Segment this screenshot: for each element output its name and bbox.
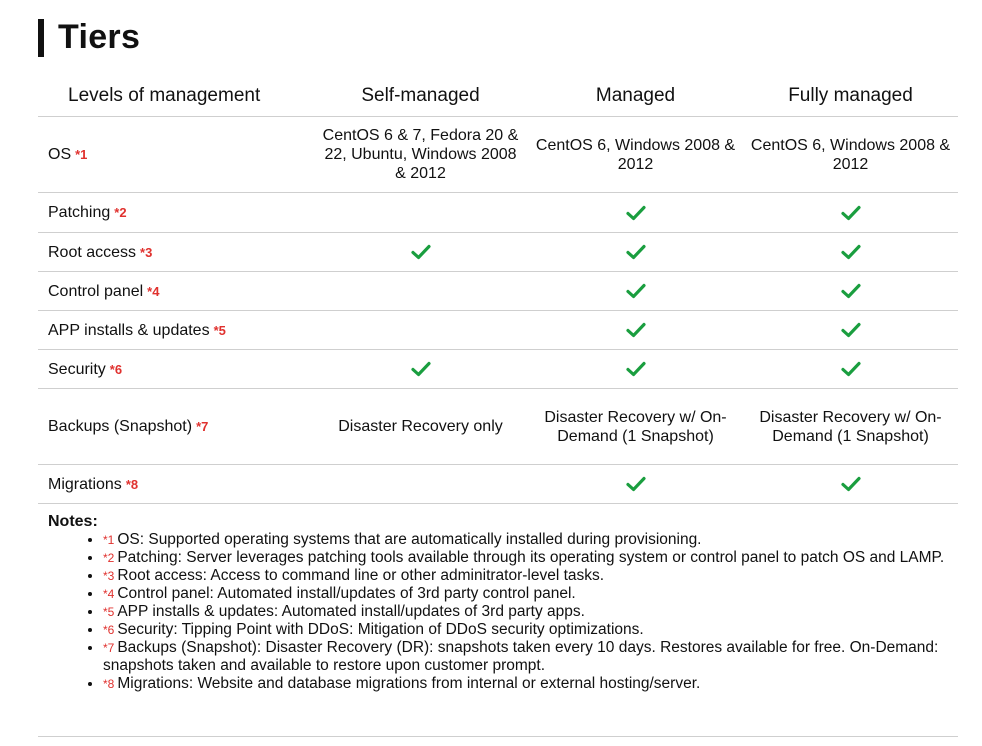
row-label [38, 350, 313, 389]
note-text: Root access: Access to command line or other adminitrator-level tasks. [117, 567, 605, 584]
table-row [38, 117, 958, 193]
row-label [38, 311, 313, 350]
table-header-row [38, 76, 958, 117]
checkmark-icon [626, 361, 646, 377]
title-accent-bar [38, 19, 44, 57]
tier-cell [528, 465, 743, 504]
checkmark-icon [626, 476, 646, 492]
note-item [103, 549, 958, 567]
footnote-ref: *7 [196, 419, 209, 434]
tier-cell [743, 389, 958, 465]
footnote-ref: *5 [213, 322, 226, 338]
row-label [38, 233, 313, 272]
checkmark-icon [626, 244, 646, 260]
tier-cell [313, 389, 528, 465]
tier-cell [528, 350, 743, 389]
tier-cell [743, 350, 958, 389]
table-row [38, 389, 958, 465]
tiers-table [38, 76, 958, 504]
note-item [103, 621, 958, 639]
note-item [103, 567, 958, 585]
note-ref: *6 [103, 623, 115, 637]
note-text: Control panel: Automated install/updates of 3rd party control panel. [117, 585, 576, 602]
checkmark-icon [626, 205, 646, 221]
row-label-text: Control panel [48, 282, 144, 300]
table-row [38, 350, 958, 389]
tier-cell [528, 193, 743, 233]
notes-title: Notes: [48, 513, 98, 530]
row-label [38, 465, 313, 504]
row-label-text: Backups (Snapshot) [48, 418, 193, 435]
tier-cell [313, 272, 528, 311]
tier-cell [743, 272, 958, 311]
row-label [38, 193, 313, 233]
tier-cell [313, 350, 528, 389]
header-managed: Managed [528, 76, 743, 117]
row-label [38, 117, 313, 193]
tier-cell [313, 465, 528, 504]
tier-cell [528, 389, 743, 465]
footnote-ref: *4 [147, 283, 160, 299]
tier-cell [313, 311, 528, 350]
row-label-text: OS [48, 146, 72, 163]
checkmark-icon [411, 244, 431, 260]
table-row [38, 193, 958, 233]
footnote-ref: *2 [114, 205, 127, 220]
note-text: APP installs & updates: Automated install/updates of 3rd party apps. [117, 603, 585, 620]
note-item [103, 585, 958, 603]
checkmark-icon [411, 361, 431, 377]
note-ref: *1 [103, 533, 115, 547]
footnote-ref: *8 [125, 476, 139, 492]
tier-cell [313, 117, 528, 193]
note-ref: *8 [103, 677, 115, 691]
row-label-text: Migrations [48, 475, 122, 493]
page-title: Tiers [58, 18, 141, 56]
header-self-managed: Self-managed [313, 76, 528, 117]
row-label-text: Security [48, 360, 106, 378]
note-text: Patching: Server leverages patching tools available through its operating system or control panel to patch OS and LAMP. [117, 549, 945, 566]
tier-cell [743, 233, 958, 272]
footnote-ref: *6 [109, 361, 123, 377]
tier-cell [528, 117, 743, 193]
note-text: OS: Supported operating systems that are automatically installed during provisioning. [117, 531, 702, 548]
note-item [103, 531, 958, 549]
footnote-ref: *3 [140, 244, 153, 260]
header-levels: Levels of management [38, 76, 313, 117]
checkmark-icon [841, 361, 861, 377]
table-row [38, 465, 958, 504]
tier-cell [313, 233, 528, 272]
row-label [38, 272, 313, 311]
footnote-ref: *1 [75, 147, 88, 162]
note-text: Migrations: Website and database migrations from internal or external hosting/server. [117, 675, 701, 692]
tier-cell [743, 465, 958, 504]
note-text: Security: Tipping Point with DDoS: Mitigation of DDoS security optimizations. [117, 621, 644, 638]
tier-cell [528, 272, 743, 311]
checkmark-icon [841, 205, 861, 221]
page-heading [38, 18, 140, 57]
row-label [38, 389, 313, 465]
checkmark-icon [841, 244, 861, 260]
table-row [38, 311, 958, 350]
note-ref: *5 [103, 605, 115, 619]
note-ref: *3 [103, 569, 115, 583]
tier-cell [528, 311, 743, 350]
note-item [103, 675, 958, 693]
tier-cell-text: Disaster Recovery only [338, 418, 503, 435]
tier-cell-text: Disaster Recovery w/ On-Demand (1 Snapshot) [544, 408, 727, 445]
note-item [103, 603, 958, 621]
table-row [38, 272, 958, 311]
tier-cell-text: CentOS 6, Windows 2008 & 2012 [535, 136, 736, 173]
tier-cell [743, 193, 958, 233]
tier-cell-text: CentOS 6 & 7, Fedora 20 & 22, Ubuntu, Windows 2008 & 2012 [322, 127, 519, 182]
note-item [103, 639, 958, 675]
checkmark-icon [626, 322, 646, 338]
notes-section [48, 513, 958, 693]
checkmark-icon [841, 283, 861, 299]
row-label-text: Patching [48, 204, 111, 221]
tier-cell-text: CentOS 6, Windows 2008 & 2012 [750, 136, 951, 173]
table-row [38, 233, 958, 272]
tier-cell [743, 311, 958, 350]
tier-cell [313, 193, 528, 233]
checkmark-icon [841, 476, 861, 492]
note-ref: *7 [103, 641, 115, 655]
tier-cell [743, 117, 958, 193]
tier-cell-text: Disaster Recovery w/ On-Demand (1 Snapshot) [759, 408, 942, 445]
checkmark-icon [626, 283, 646, 299]
row-label-text: Root access [48, 243, 137, 261]
notes-list [48, 531, 958, 693]
note-ref: *2 [103, 551, 115, 565]
bottom-divider [38, 736, 958, 737]
note-ref: *4 [103, 587, 115, 601]
header-fully-managed: Fully managed [743, 76, 958, 117]
row-label-text: APP installs & updates [48, 321, 210, 339]
checkmark-icon [841, 322, 861, 338]
tier-cell [528, 233, 743, 272]
note-text: Backups (Snapshot): Disaster Recovery (DR): snapshots taken every 10 days. Restores available for free. On-Demand: snapshots taken and available to restore upon customer prompt. [103, 639, 939, 674]
